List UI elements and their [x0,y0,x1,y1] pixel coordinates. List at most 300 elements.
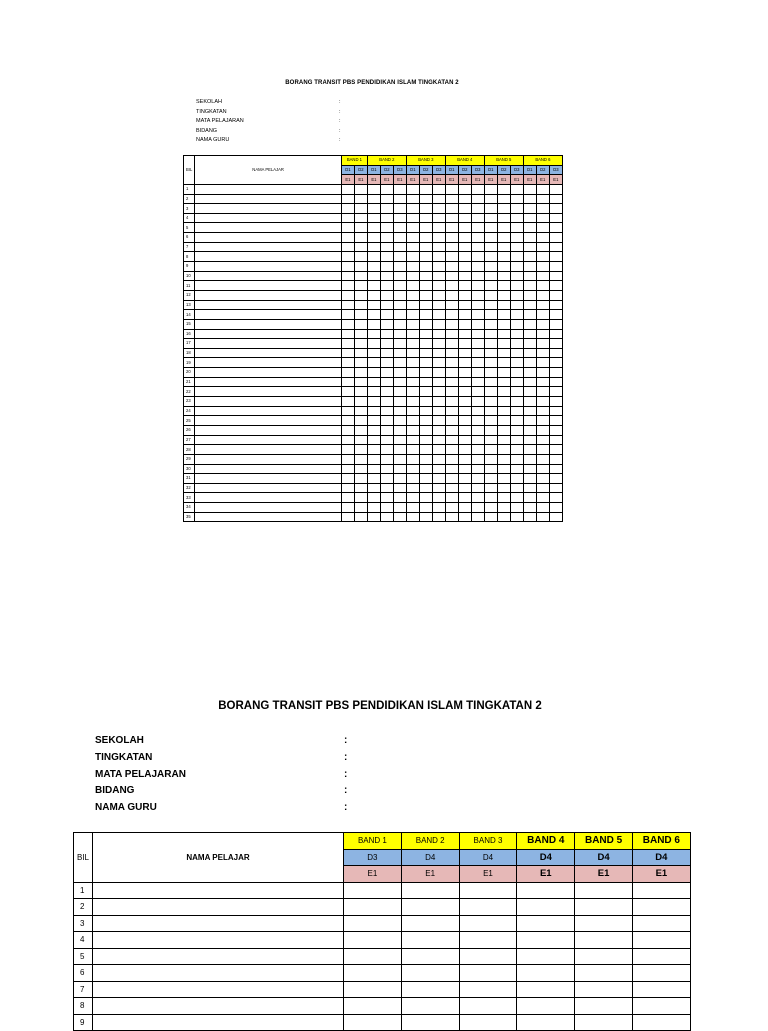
score-cell[interactable] [523,435,536,445]
score-cell[interactable] [393,474,406,484]
score-cell[interactable] [354,252,367,262]
score-cell[interactable] [341,194,354,204]
score-cell[interactable] [406,397,419,407]
score-cell[interactable] [432,329,445,339]
score-cell[interactable] [510,204,523,214]
score-cell[interactable] [380,213,393,223]
score-cell[interactable] [575,882,633,899]
score-cell[interactable] [393,454,406,464]
score-cell[interactable] [354,474,367,484]
score-cell[interactable] [497,493,510,503]
score-cell[interactable] [380,233,393,243]
score-cell[interactable] [632,932,690,949]
score-cell[interactable] [497,406,510,416]
score-cell[interactable] [536,281,549,291]
score-cell[interactable] [380,300,393,310]
score-cell[interactable] [523,329,536,339]
score-cell[interactable] [484,262,497,272]
score-cell[interactable] [536,493,549,503]
score-cell[interactable] [445,358,458,368]
student-name-cell[interactable] [195,493,342,503]
score-cell[interactable] [549,204,562,214]
score-cell[interactable] [380,204,393,214]
score-cell[interactable] [401,965,459,982]
score-cell[interactable] [536,319,549,329]
score-cell[interactable] [484,435,497,445]
score-cell[interactable] [406,319,419,329]
score-cell[interactable] [432,319,445,329]
score-cell[interactable] [458,281,471,291]
score-cell[interactable] [406,242,419,252]
score-cell[interactable] [471,397,484,407]
score-cell[interactable] [380,435,393,445]
score-cell[interactable] [459,1014,517,1031]
score-cell[interactable] [367,416,380,426]
score-cell[interactable] [510,503,523,513]
score-cell[interactable] [432,474,445,484]
score-cell[interactable] [406,204,419,214]
score-cell[interactable] [432,300,445,310]
student-name-cell[interactable] [195,213,342,223]
score-cell[interactable] [341,454,354,464]
score-cell[interactable] [445,281,458,291]
score-cell[interactable] [354,204,367,214]
score-cell[interactable] [549,242,562,252]
score-cell[interactable] [497,483,510,493]
score-cell[interactable] [432,184,445,194]
score-cell[interactable] [484,406,497,416]
score-cell[interactable] [419,348,432,358]
score-cell[interactable] [367,233,380,243]
score-cell[interactable] [445,184,458,194]
score-cell[interactable] [380,262,393,272]
score-cell[interactable] [510,454,523,464]
score-cell[interactable] [419,416,432,426]
score-cell[interactable] [517,899,575,916]
score-cell[interactable] [380,406,393,416]
score-cell[interactable] [536,290,549,300]
score-cell[interactable] [484,503,497,513]
student-name-cell[interactable] [93,981,344,998]
score-cell[interactable] [458,368,471,378]
score-cell[interactable] [510,194,523,204]
score-cell[interactable] [344,899,402,916]
score-cell[interactable] [536,406,549,416]
score-cell[interactable] [406,435,419,445]
student-name-cell[interactable] [195,425,342,435]
score-cell[interactable] [523,425,536,435]
score-cell[interactable] [406,310,419,320]
score-cell[interactable] [341,204,354,214]
student-name-cell[interactable] [93,899,344,916]
score-cell[interactable] [432,483,445,493]
score-cell[interactable] [497,213,510,223]
score-cell[interactable] [549,397,562,407]
score-cell[interactable] [458,271,471,281]
score-cell[interactable] [471,281,484,291]
score-cell[interactable] [367,242,380,252]
score-cell[interactable] [445,416,458,426]
score-cell[interactable] [459,998,517,1015]
score-cell[interactable] [549,483,562,493]
score-cell[interactable] [510,213,523,223]
score-cell[interactable] [632,965,690,982]
score-cell[interactable] [523,512,536,522]
score-cell[interactable] [432,213,445,223]
score-cell[interactable] [458,512,471,522]
score-cell[interactable] [406,493,419,503]
student-name-cell[interactable] [195,281,342,291]
score-cell[interactable] [393,377,406,387]
score-cell[interactable] [549,416,562,426]
score-cell[interactable] [471,319,484,329]
score-cell[interactable] [497,454,510,464]
score-cell[interactable] [432,233,445,243]
score-cell[interactable] [432,290,445,300]
score-cell[interactable] [445,493,458,503]
score-cell[interactable] [484,493,497,503]
score-cell[interactable] [523,281,536,291]
score-cell[interactable] [523,233,536,243]
score-cell[interactable] [341,223,354,233]
score-cell[interactable] [380,454,393,464]
score-cell[interactable] [406,252,419,262]
score-cell[interactable] [432,416,445,426]
score-cell[interactable] [432,368,445,378]
score-cell[interactable] [445,377,458,387]
score-cell[interactable] [458,194,471,204]
score-cell[interactable] [354,310,367,320]
score-cell[interactable] [406,233,419,243]
score-cell[interactable] [523,252,536,262]
score-cell[interactable] [536,310,549,320]
score-cell[interactable] [419,503,432,513]
score-cell[interactable] [341,416,354,426]
score-cell[interactable] [523,194,536,204]
score-cell[interactable] [432,242,445,252]
score-cell[interactable] [432,387,445,397]
score-cell[interactable] [459,981,517,998]
score-cell[interactable] [458,358,471,368]
score-cell[interactable] [341,281,354,291]
score-cell[interactable] [471,358,484,368]
score-cell[interactable] [523,454,536,464]
score-cell[interactable] [510,387,523,397]
score-cell[interactable] [517,948,575,965]
score-cell[interactable] [401,981,459,998]
score-cell[interactable] [367,435,380,445]
score-cell[interactable] [406,387,419,397]
score-cell[interactable] [536,454,549,464]
score-cell[interactable] [575,932,633,949]
score-cell[interactable] [367,290,380,300]
score-cell[interactable] [484,358,497,368]
student-name-cell[interactable] [195,204,342,214]
score-cell[interactable] [523,204,536,214]
score-cell[interactable] [406,300,419,310]
score-cell[interactable] [575,998,633,1015]
score-cell[interactable] [471,252,484,262]
score-cell[interactable] [536,474,549,484]
score-cell[interactable] [445,300,458,310]
score-cell[interactable] [536,464,549,474]
score-cell[interactable] [419,194,432,204]
score-cell[interactable] [445,319,458,329]
score-cell[interactable] [536,242,549,252]
score-cell[interactable] [393,445,406,455]
score-cell[interactable] [523,397,536,407]
score-cell[interactable] [393,319,406,329]
score-cell[interactable] [380,310,393,320]
score-cell[interactable] [445,425,458,435]
score-cell[interactable] [510,435,523,445]
score-cell[interactable] [484,204,497,214]
score-cell[interactable] [510,339,523,349]
score-cell[interactable] [575,915,633,932]
score-cell[interactable] [510,406,523,416]
score-cell[interactable] [354,242,367,252]
score-cell[interactable] [432,348,445,358]
score-cell[interactable] [445,310,458,320]
score-cell[interactable] [406,184,419,194]
score-cell[interactable] [510,184,523,194]
score-cell[interactable] [393,493,406,503]
score-cell[interactable] [510,493,523,503]
score-cell[interactable] [367,262,380,272]
score-cell[interactable] [458,397,471,407]
score-cell[interactable] [549,271,562,281]
score-cell[interactable] [632,899,690,916]
score-cell[interactable] [510,223,523,233]
student-name-cell[interactable] [93,1014,344,1031]
score-cell[interactable] [341,242,354,252]
student-name-cell[interactable] [195,300,342,310]
score-cell[interactable] [471,483,484,493]
score-cell[interactable] [536,503,549,513]
score-cell[interactable] [536,377,549,387]
score-cell[interactable] [575,965,633,982]
score-cell[interactable] [393,252,406,262]
score-cell[interactable] [497,474,510,484]
score-cell[interactable] [484,387,497,397]
score-cell[interactable] [549,406,562,416]
student-name-cell[interactable] [195,387,342,397]
score-cell[interactable] [367,445,380,455]
score-cell[interactable] [354,319,367,329]
score-cell[interactable] [393,223,406,233]
score-cell[interactable] [471,435,484,445]
score-cell[interactable] [484,339,497,349]
student-name-cell[interactable] [195,262,342,272]
score-cell[interactable] [419,184,432,194]
score-cell[interactable] [523,319,536,329]
score-cell[interactable] [549,512,562,522]
score-cell[interactable] [484,445,497,455]
score-cell[interactable] [536,339,549,349]
score-cell[interactable] [419,397,432,407]
student-name-cell[interactable] [195,339,342,349]
score-cell[interactable] [380,503,393,513]
score-cell[interactable] [354,348,367,358]
score-cell[interactable] [354,300,367,310]
score-cell[interactable] [344,965,402,982]
score-cell[interactable] [497,387,510,397]
score-cell[interactable] [344,932,402,949]
score-cell[interactable] [419,454,432,464]
score-cell[interactable] [536,223,549,233]
score-cell[interactable] [471,290,484,300]
score-cell[interactable] [432,406,445,416]
score-cell[interactable] [380,445,393,455]
score-cell[interactable] [471,213,484,223]
score-cell[interactable] [445,329,458,339]
score-cell[interactable] [432,425,445,435]
score-cell[interactable] [523,213,536,223]
student-name-cell[interactable] [195,445,342,455]
score-cell[interactable] [549,310,562,320]
score-cell[interactable] [471,262,484,272]
score-cell[interactable] [459,882,517,899]
score-cell[interactable] [497,397,510,407]
score-cell[interactable] [510,281,523,291]
score-cell[interactable] [510,368,523,378]
student-name-cell[interactable] [195,397,342,407]
score-cell[interactable] [354,281,367,291]
score-cell[interactable] [419,242,432,252]
score-cell[interactable] [484,223,497,233]
score-cell[interactable] [406,445,419,455]
score-cell[interactable] [471,184,484,194]
score-cell[interactable] [432,358,445,368]
score-cell[interactable] [419,271,432,281]
score-cell[interactable] [484,271,497,281]
score-cell[interactable] [341,329,354,339]
score-cell[interactable] [632,882,690,899]
score-cell[interactable] [536,252,549,262]
score-cell[interactable] [497,445,510,455]
student-name-cell[interactable] [195,416,342,426]
score-cell[interactable] [367,281,380,291]
score-cell[interactable] [471,271,484,281]
score-cell[interactable] [458,464,471,474]
score-cell[interactable] [497,242,510,252]
score-cell[interactable] [341,445,354,455]
score-cell[interactable] [419,223,432,233]
score-cell[interactable] [380,377,393,387]
score-cell[interactable] [354,271,367,281]
score-cell[interactable] [471,194,484,204]
score-cell[interactable] [354,493,367,503]
student-name-cell[interactable] [195,310,342,320]
score-cell[interactable] [445,204,458,214]
score-cell[interactable] [458,290,471,300]
score-cell[interactable] [575,948,633,965]
score-cell[interactable] [575,1014,633,1031]
score-cell[interactable] [344,1014,402,1031]
score-cell[interactable] [517,915,575,932]
score-cell[interactable] [549,387,562,397]
score-cell[interactable] [393,368,406,378]
score-cell[interactable] [393,233,406,243]
score-cell[interactable] [419,435,432,445]
score-cell[interactable] [458,416,471,426]
score-cell[interactable] [510,271,523,281]
score-cell[interactable] [367,271,380,281]
score-cell[interactable] [458,233,471,243]
score-cell[interactable] [484,213,497,223]
score-cell[interactable] [419,233,432,243]
student-name-cell[interactable] [195,377,342,387]
score-cell[interactable] [510,252,523,262]
score-cell[interactable] [406,416,419,426]
score-cell[interactable] [484,348,497,358]
score-cell[interactable] [344,998,402,1015]
score-cell[interactable] [419,300,432,310]
score-cell[interactable] [536,194,549,204]
score-cell[interactable] [406,377,419,387]
score-cell[interactable] [432,445,445,455]
score-cell[interactable] [484,454,497,464]
score-cell[interactable] [354,435,367,445]
score-cell[interactable] [354,339,367,349]
score-cell[interactable] [341,262,354,272]
score-cell[interactable] [401,915,459,932]
score-cell[interactable] [458,445,471,455]
score-cell[interactable] [419,445,432,455]
student-name-cell[interactable] [195,483,342,493]
student-name-cell[interactable] [195,252,342,262]
score-cell[interactable] [367,213,380,223]
score-cell[interactable] [393,271,406,281]
score-cell[interactable] [380,242,393,252]
score-cell[interactable] [523,483,536,493]
score-cell[interactable] [445,512,458,522]
score-cell[interactable] [510,445,523,455]
score-cell[interactable] [497,512,510,522]
score-cell[interactable] [367,184,380,194]
score-cell[interactable] [341,435,354,445]
score-cell[interactable] [459,899,517,916]
score-cell[interactable] [445,445,458,455]
student-name-cell[interactable] [195,319,342,329]
score-cell[interactable] [536,348,549,358]
score-cell[interactable] [484,300,497,310]
score-cell[interactable] [354,329,367,339]
score-cell[interactable] [549,377,562,387]
score-cell[interactable] [354,503,367,513]
score-cell[interactable] [401,998,459,1015]
score-cell[interactable] [344,981,402,998]
score-cell[interactable] [393,512,406,522]
score-cell[interactable] [445,223,458,233]
score-cell[interactable] [445,454,458,464]
score-cell[interactable] [354,194,367,204]
score-cell[interactable] [459,932,517,949]
score-cell[interactable] [471,416,484,426]
score-cell[interactable] [510,300,523,310]
score-cell[interactable] [406,329,419,339]
score-cell[interactable] [419,262,432,272]
score-cell[interactable] [484,252,497,262]
student-name-cell[interactable] [195,454,342,464]
score-cell[interactable] [497,339,510,349]
student-name-cell[interactable] [195,474,342,484]
score-cell[interactable] [517,965,575,982]
score-cell[interactable] [497,204,510,214]
score-cell[interactable] [354,454,367,464]
score-cell[interactable] [432,454,445,464]
score-cell[interactable] [341,310,354,320]
